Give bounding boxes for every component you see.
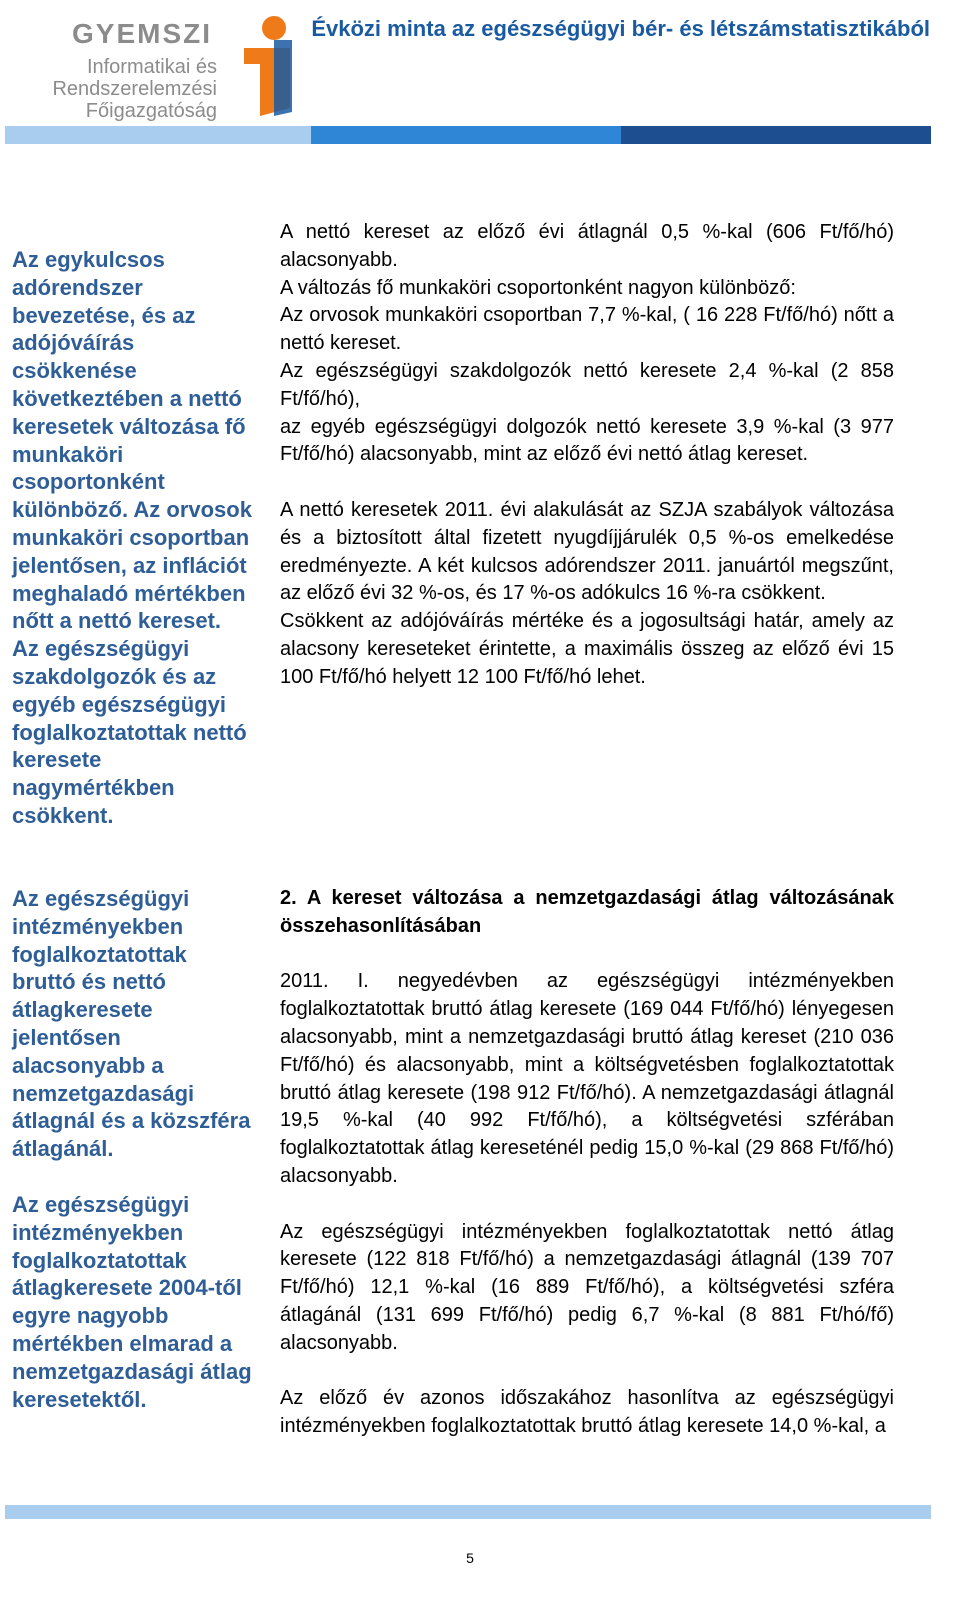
paragraph: Az előző év azonos időszakához hasonlítva az egészségügyi intézményekben foglalkoztatottak bruttó átlag keresete 14,0 %-kal, a [280,1387,894,1438]
logo-line-3: Főigazgatóság [85,100,217,122]
main-text-block-1 [280,219,894,692]
paragraph: 2011. I. negyedévben az egészségügyi intézményekben foglalkoztatottak bruttó átlag keresete (169 044 Ft/fő/hó) lényegesen alacsonyabb, mint a nemzetgazdasági bruttó átlag kereset (210 036 Ft/fő/hó) és alacsonyabb, mint a költségvetésben foglalkoztatottak bruttó átlag keresete (198 912 Ft/fő/hó). A nemzetgazdasági átlagnál 19,5 %-kal (40 992 Ft/fő/hó), a költségvetési szférában foglalkoztatottak átlag keresetén​él pedig 15,0 %-kal (29 868 Ft/fő/hó) alacsonyabb. [280,970,894,1187]
paragraph: Az egészségügyi intézményekben foglalkoztatottak nettó átlag keresete (122 818 Ft/fő/hó) a nemzetgazdasági átlagnál (139 707 Ft/fő/hó) 12,1 %-kal (16 889 Ft/fő/hó), a költségvetési szféra átlagánál (131 699 Ft/fő/hó) pedig 6,7 %-kal (8 881 Ft/hó/fő) alacsonyabb. [280,1220,894,1354]
sidebar-note-1-text: Az egykulcsos adórendszer bevezetése, és az adójóváírás csökkenése következtében a nettó keresetek változása fő munkaköri csoportonként különböző. Az orvosok munkaköri csoportban jelentősen, az inflációt meghaladó mértékben nőtt a nettó kereset. Az egészségügyi szakdolgozók és az egyéb egészségügyi foglalkoztatottak nettó keresete nagymértékben csökkent. [12,247,252,828]
header-bar-segment-light [5,126,311,144]
sidebar-note-3-text: Az egészségügyi intézményekben foglalkoztatottak átlagkeresete 2004-től egyre nagyobb mértékben elmarad a nemzetgazdasági átlag keresetektől. [12,1192,252,1412]
document-header-title: Évközi minta az egészségügyi bér- és létszámstatisztikából [311,16,930,41]
paragraph: A nettó keresetek 2011. évi alakulását az SZJA szabályok változása és a biztosított által fizetett nyugdíjjárulék 0,5 %-os emelkedése eredményezte. A két kulcsos adórendszer 2011. januártól megszűnt, az előző évi 32 %-os, és 17 %-os adókulcs 16 %-ra csökkent. [280,498,894,605]
logo-brand-text: GYEMSZI [72,18,213,49]
footer-color-bar [5,1505,931,1519]
header-bar-segment-dark [621,126,931,144]
main-text-block-2 [280,885,894,1441]
logo-line-2: Rendszerelemzési [52,78,217,100]
page-number: 5 [466,1550,474,1566]
logo-i-icon [230,12,312,118]
organization-logo [12,10,312,122]
header-bar-segment-mid [311,126,621,144]
paragraph: Az orvosok munkaköri csoportban 7,7 %-kal, ( 16 228 Ft/fő/hó) nőtt a nettó kereset. [280,304,894,355]
paragraph: Csökkent az adójóváírás mértéke és a jogosultsági határ, amely az alacsony kereseteket érintette, a maximális összeg az előző évi 15 100 Ft/fő/hó helyett 12 100 Ft/fő/hó lehet. [280,610,894,688]
section-heading: 2. A kereset változása a nemzetgazdasági átlag változásának összehasonlításában [280,887,894,937]
paragraph: Az egészségügyi szakdolgozók nettó keresete 2,4 %-kal (2 858 Ft/fő/hó), [280,359,894,410]
paragraph: A nettó kereset az előző évi átlagnál 0,5 %-kal (606 Ft/fő/hó) alacsonyabb. [280,221,894,271]
header-color-bar [5,126,931,144]
paragraph: az egyéb egészségügyi dolgozók nettó keresete 3,9 %-kal (3 977 Ft/fő/hó) alacsonyabb, mint az előző évi nettó átlag kereset. [280,415,894,466]
sidebar-note-average-wages [12,885,252,1163]
sidebar-note-trend [12,1191,252,1413]
paragraph: A változás fő munkaköri csoportonként nagyon különböző: [280,276,796,299]
sidebar-note-net-wages [12,246,252,830]
sidebar-note-2-text: Az egészségügyi intézményekben foglalkoztatottak bruttó és nettó átlagkeresete jelentősen alacsonyabb a nemzetgazdasági átlagnál és a közszféra átlagánál. [12,886,251,1162]
logo-line-1: Informatikai és [86,56,217,78]
